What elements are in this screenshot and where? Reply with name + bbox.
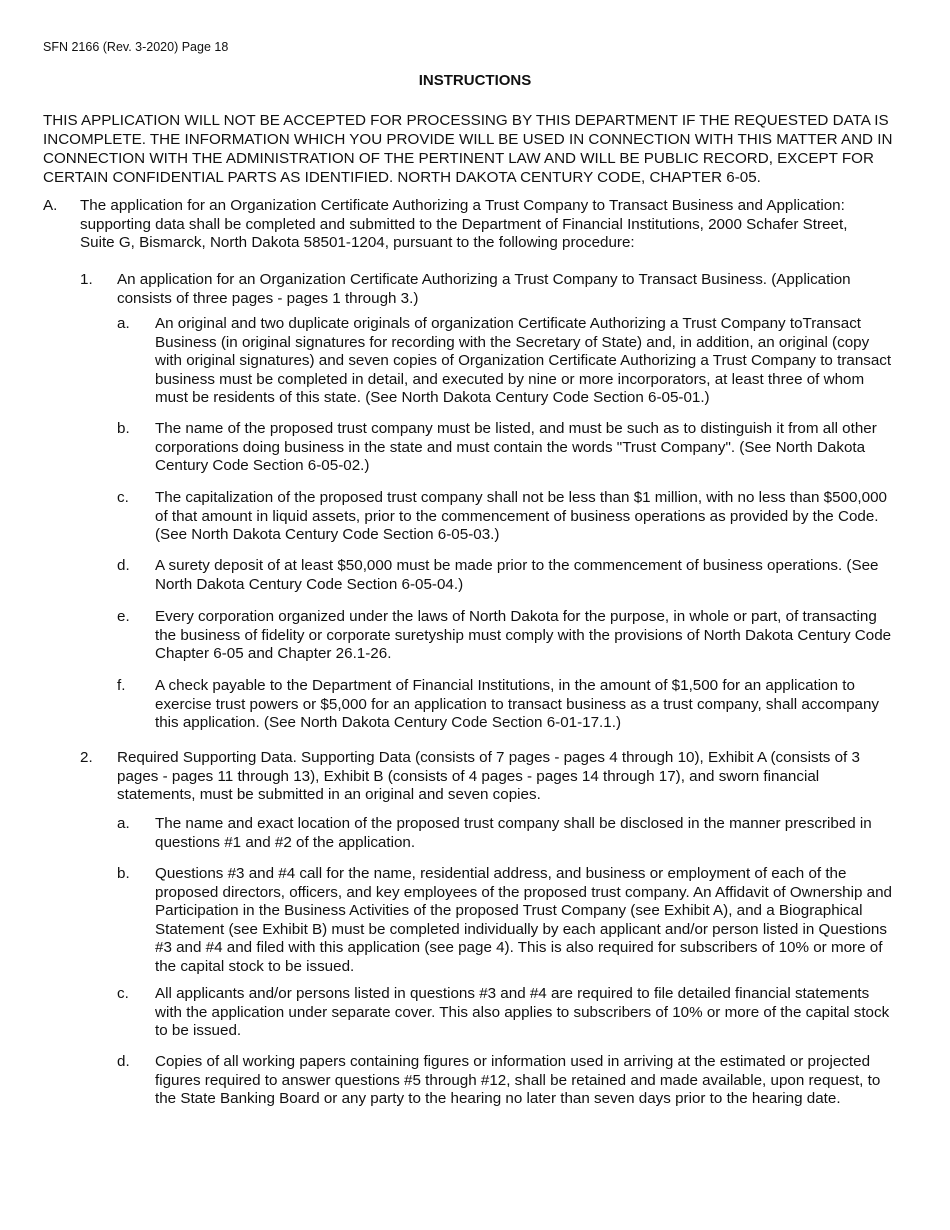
item-1c-text: The capitalization of the proposed trust company shall not be less than $1 million, with no less than $500,000 of that amount in liquid assets, prior to the commencement of business operations as provided by the Code. (See North Dakota Century Code Section 6-05-03.): [155, 489, 887, 543]
item-1f-text: A check payable to the Department of Financial Institutions, in the amount of $1,500 for an application to exercise trust powers or $5,000 for an application to transact business as a trust company, shall accompany this application. (See North Dakota Century Code Section 6-01-17.1.): [155, 677, 880, 731]
item-1a-marker: a.: [117, 315, 130, 332]
item-2c-text: All applicants and/or persons listed in questions #3 and #4 are required to file detailed financial statements with the application under separate cover. This also applies to subscribers of 10% or more of the capital stock to be issued.: [155, 985, 890, 1039]
item-2b-marker: b.: [117, 865, 130, 882]
item-1d-text: A surety deposit of at least $50,000 must be made prior to the commencement of business operations. (See North Dakota Century Code Section 6-05-04.): [155, 557, 879, 593]
item-1-marker: 1.: [80, 271, 93, 288]
item-2c-marker: c.: [117, 985, 129, 1002]
item-2d-marker: d.: [117, 1053, 130, 1070]
page-title: INSTRUCTIONS: [418, 72, 532, 89]
intro-notice: THIS APPLICATION WILL NOT BE ACCEPTED FOR PROCESSING BY THIS DEPARTMENT IF THE REQUESTED DATA IS INCOMPLETE. THE INFORMATION WHICH YOU PROVIDE WILL BE USED IN CONNECTION WITH THIS MATTER AND IN CONNECTION WITH THE ADMINISTRATION OF THE PERTINENT LAW AND WILL BE PUBLIC RECORD, EXCEPT FOR CERTAIN CONFIDENTIAL PARTS AS IDENTIFIED. NORTH DAKOTA CENTURY CODE, CHAPTER 6-05.: [43, 112, 893, 186]
item-1-text: An application for an Organization Certificate Authorizing a Trust Company to Transact Business. (Application consists of three pages - pages 1 through 3.): [117, 271, 851, 307]
item-1a-text: An original and two duplicate originals of organization Certificate Authorizing a Trust Company toTransact Business (in original signatures for recording with the Secretary of State) and, in addition, an original (copy with original signatures) and seven copies of Organization Certificate Authorizing a Trust Company to transact business must be completed in detail, and executed by nine or more incorporators, at least three of whom must be residents of this state. (See North Dakota Century Code Section 6-05-01.): [155, 315, 892, 406]
item-1f-marker: f.: [117, 677, 126, 694]
item-2d-text: Copies of all working papers containing figures or information used in arriving at the estimated or projected figures required to answer questions #5 through #12, shall be retained and made available, upon request, to the State Banking Board or any party to the hearing no later than seven days prior to the hearing date.: [155, 1053, 881, 1107]
item-1c-marker: c.: [117, 489, 129, 506]
item-1b-marker: b.: [117, 420, 130, 437]
section-a-marker: A.: [43, 197, 58, 214]
item-2a-marker: a.: [117, 815, 130, 832]
page-header: SFN 2166 (Rev. 3-2020) Page 18: [43, 40, 229, 54]
item-2-text: Required Supporting Data. Supporting Data (consists of 7 pages - pages 4 through 10), Exhibit A (consists of 3 pages - pages 11 through 13), Exhibit B (consists of 4 pages - pages 14 through 17), and sworn financial statements, must be submitted in an original and seven copies.: [117, 749, 860, 803]
section-a-text: The application for an Organization Certificate Authorizing a Trust Company to Transact Business and Application: supporting data shall be completed and submitted to the Department of Financial Institutions, 2000 Schafer Street, Suite G, Bismarck, North Dakota 58501-1204, pursuant to the following procedure:: [80, 197, 848, 251]
item-1b-text: The name of the proposed trust company must be listed, and must be such as to distinguish it from all other corporations doing business in the state and must contain the words "Trust Company". (See North Dakota Century Code Section 6-05-02.): [155, 420, 877, 474]
item-1e-marker: e.: [117, 608, 130, 625]
item-2b-text: Questions #3 and #4 call for the name, residential address, and business or employment of each of the proposed directors, officers, and key employees of the proposed trust company. An Affidavit of Ownership and Participation in the Business Activities of the proposed Trust Company (see Exhibit A), and a Biographical Statement (see Exhibit B) must be completed individually by each applicant and/or person listed in Questions #3 and #4 and filed with this application (see page 4). This is also required for subscribers of 10% or more of the capital stock to be issued.: [155, 865, 893, 975]
item-1e-text: Every corporation organized under the laws of North Dakota for the purpose, in whole or part, of transacting the business of fidelity or corporate suretyship must comply with the provisions of North Dakota Century Code Chapter 6-05 and Chapter 26.1-26.: [155, 608, 892, 662]
item-2-marker: 2.: [80, 749, 93, 766]
item-1d-marker: d.: [117, 557, 130, 574]
item-2a-text: The name and exact location of the proposed trust company shall be disclosed in the manner prescribed in questions #1 and #2 of the application.: [155, 815, 872, 851]
